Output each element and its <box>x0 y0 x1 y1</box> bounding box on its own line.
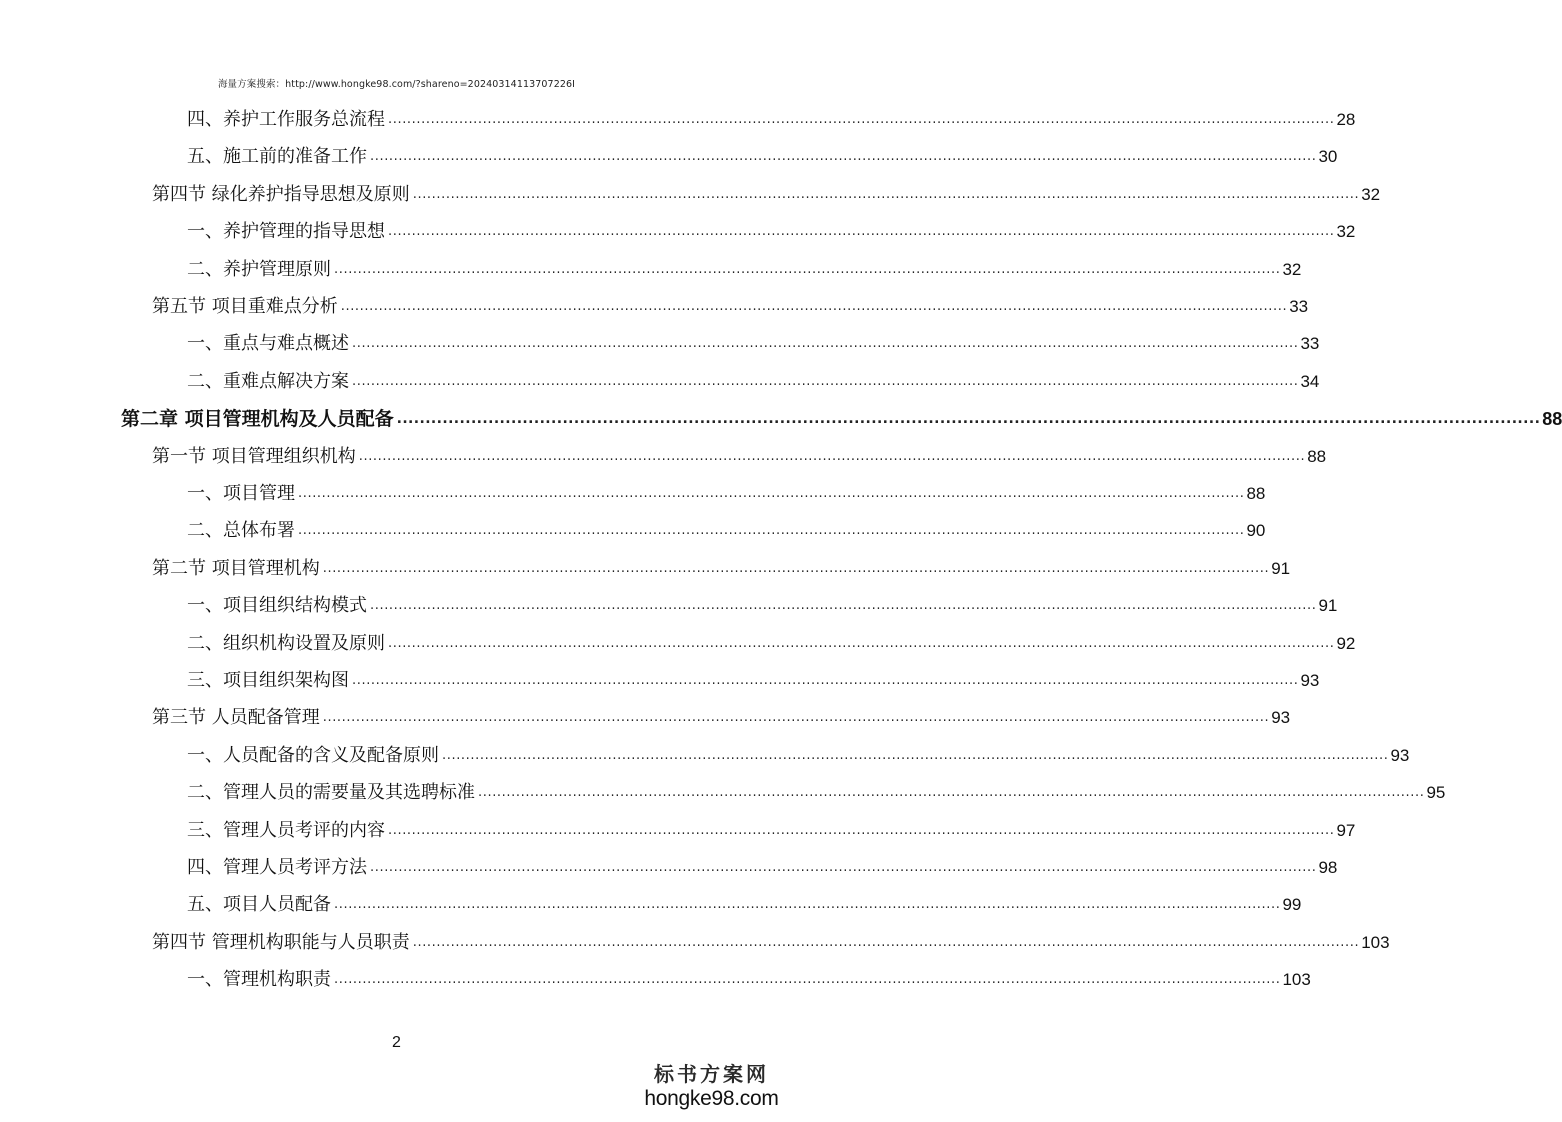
toc-leader-dots: ........................................................................................................................................................................................................ <box>322 560 1270 576</box>
toc-entry-page: 98 <box>1318 858 1338 877</box>
toc-entry-page: 33 <box>1300 334 1320 354</box>
toc-entry-page: 103 <box>1361 932 1390 952</box>
toc-entry-label: 四、养护工作服务总流程 <box>187 109 385 130</box>
toc-entry-page: 30 <box>1318 147 1338 167</box>
toc-entry-chapter <box>121 400 1562 431</box>
toc-entry-section <box>152 288 1309 318</box>
toc-entry-page: 92 <box>1336 633 1356 653</box>
toc-entry-page: 93 <box>1390 745 1410 765</box>
toc-leader-dots: ........................................................................................................................................................................................................ <box>388 112 1335 127</box>
toc-entry-label: 一、养护管理的指导思想 <box>187 221 385 243</box>
toc-entry-page: 88 <box>1542 409 1562 430</box>
toc-entry-page: 32 <box>1282 259 1302 279</box>
toc-entry-page: 33 <box>1289 297 1309 316</box>
toc-leader-dots: ........................................................................................................................................................................................................ <box>334 972 1281 988</box>
toc-entry-label: 二、总体布署 <box>187 520 295 542</box>
toc-leader-dots: ........................................................................................................................................................................................................ <box>334 261 1281 277</box>
toc-entry-page: 93 <box>1300 671 1320 690</box>
toc-entry-page: 88 <box>1246 484 1266 503</box>
toc-entry-subsection <box>187 213 1356 243</box>
toc-leader-dots: ........................................................................................................................................................................................................ <box>322 710 1270 726</box>
toc-entry-section <box>152 924 1390 954</box>
toc-leader-dots: ........................................................................................................................................................................................................ <box>352 673 1299 688</box>
toc-entry-label: 五、施工前的准备工作 <box>187 146 367 168</box>
toc-entry-label: 四、管理人员考评方法 <box>187 857 367 878</box>
toc-entry-label: 二、养护管理原则 <box>187 258 331 280</box>
page-header-url: 海量方案搜索：http://www.hongke98.com/?shareno=20240314113707226I <box>217 79 576 90</box>
toc-entry-page: 103 <box>1282 970 1311 990</box>
toc-entry-page: 97 <box>1336 820 1356 840</box>
toc-leader-dots: ........................................................................................................................................................................................................ <box>298 486 1245 501</box>
toc-entry-subsection <box>187 138 1338 168</box>
toc-entry-subsection <box>187 101 1356 131</box>
toc-entry-subsection <box>187 475 1266 505</box>
toc-leader-dots: ........................................................................................................................................................................................................ <box>396 411 1541 428</box>
toc-entry-page: 32 <box>1361 184 1381 204</box>
toc-leader-dots: ........................................................................................................................................................................................................ <box>340 299 1288 314</box>
toc-leader-dots: ........................................................................................................................................................................................................ <box>412 934 1360 950</box>
toc-entry-label: 二、组织机构设置及原则 <box>187 632 385 654</box>
toc-entry-subsection <box>187 587 1338 617</box>
watermark-en-text: hongke98.com <box>644 1087 779 1110</box>
toc-entry-page: 32 <box>1336 222 1356 242</box>
toc-entry-page: 99 <box>1282 895 1302 915</box>
watermark-cn-text: 标书方案网 <box>654 1062 769 1086</box>
toc-entry-label: 二、管理人员的需要量及其选聘标准 <box>187 782 475 804</box>
toc-entry-label: 三、管理人员考评的内容 <box>187 819 385 841</box>
watermark-logo <box>644 1062 779 1112</box>
toc-entry-subsection <box>187 961 1311 991</box>
toc-leader-dots: ........................................................................................................................................................................................................ <box>388 822 1335 838</box>
toc-entry-label: 第四节 绿化养护指导思想及原则 <box>152 183 410 205</box>
toc-entry-label: 第一节 项目管理组织机构 <box>152 445 356 467</box>
toc-entry-page: 91 <box>1318 596 1338 616</box>
toc-entry-subsection <box>187 737 1410 767</box>
toc-entry-page: 34 <box>1300 371 1320 391</box>
toc-entry-subsection <box>187 325 1320 355</box>
toc-entry-label: 一、项目管理 <box>187 483 295 504</box>
toc-entry-label: 二、重难点解决方案 <box>187 370 349 392</box>
toc-entry-label: 第五节 项目重难点分析 <box>152 296 338 317</box>
toc-entry-label: 一、管理机构职责 <box>187 969 331 991</box>
toc-entry-page: 93 <box>1271 708 1291 728</box>
toc-leader-dots: ........................................................................................................................................................................................................ <box>352 373 1299 389</box>
toc-leader-dots: ........................................................................................................................................................................................................ <box>412 186 1360 202</box>
toc-entry-subsection <box>187 662 1320 692</box>
toc-entry-label: 一、重点与难点概述 <box>187 333 349 355</box>
toc-leader-dots: ........................................................................................................................................................................................................ <box>388 224 1335 240</box>
toc-entry-page: 90 <box>1246 521 1266 541</box>
toc-entry-subsection <box>187 512 1266 542</box>
toc-leader-dots: ........................................................................................................................................................................................................ <box>370 860 1317 875</box>
toc-leader-dots: ........................................................................................................................................................................................................ <box>370 598 1317 614</box>
toc-entry-label: 第四节 管理机构职能与人员职责 <box>152 931 410 953</box>
toc-entry-label: 一、人员配备的含义及配备原则 <box>187 744 439 766</box>
toc-leader-dots: ........................................................................................................................................................................................................ <box>478 785 1425 801</box>
toc-leader-dots: ........................................................................................................................................................................................................ <box>298 523 1245 539</box>
toc-entry-subsection <box>187 251 1302 281</box>
toc-leader-dots: ........................................................................................................................................................................................................ <box>358 448 1306 464</box>
toc-entry-section <box>152 176 1381 206</box>
toc-leader-dots: ........................................................................................................................................................................................................ <box>370 149 1317 165</box>
toc-entry-label: 第二节 项目管理机构 <box>152 557 320 579</box>
toc-leader-dots: ........................................................................................................................................................................................................ <box>334 897 1281 913</box>
toc-leader-dots: ........................................................................................................................................................................................................ <box>388 635 1335 651</box>
toc-entry-label: 一、项目组织结构模式 <box>187 595 367 617</box>
toc-entry-page: 91 <box>1271 558 1291 578</box>
toc-entry-subsection <box>187 812 1356 842</box>
toc-entry-label: 第二章 项目管理机构及人员配备 <box>121 408 394 431</box>
page-number: 2 <box>392 1034 401 1051</box>
toc-entry-subsection <box>187 774 1446 804</box>
toc-entry-section <box>152 699 1291 729</box>
toc-entry-page: 95 <box>1426 783 1446 803</box>
toc-entry-page: 28 <box>1336 110 1356 129</box>
toc-entry-page: 88 <box>1307 446 1327 466</box>
toc-entry-label: 第三节 人员配备管理 <box>152 707 320 729</box>
toc-leader-dots: ........................................................................................................................................................................................................ <box>352 336 1299 352</box>
toc-entry-subsection <box>187 625 1356 655</box>
toc-entry-section <box>152 550 1291 580</box>
toc-entry-subsection <box>187 886 1302 916</box>
toc-entry-subsection <box>187 363 1320 393</box>
toc-entry-subsection <box>187 849 1338 879</box>
toc-entry-section <box>152 438 1327 468</box>
toc-entry-label: 五、项目人员配备 <box>187 894 331 916</box>
toc-entry-label: 三、项目组织架构图 <box>187 670 349 691</box>
toc-leader-dots: ........................................................................................................................................................................................................ <box>442 747 1389 763</box>
